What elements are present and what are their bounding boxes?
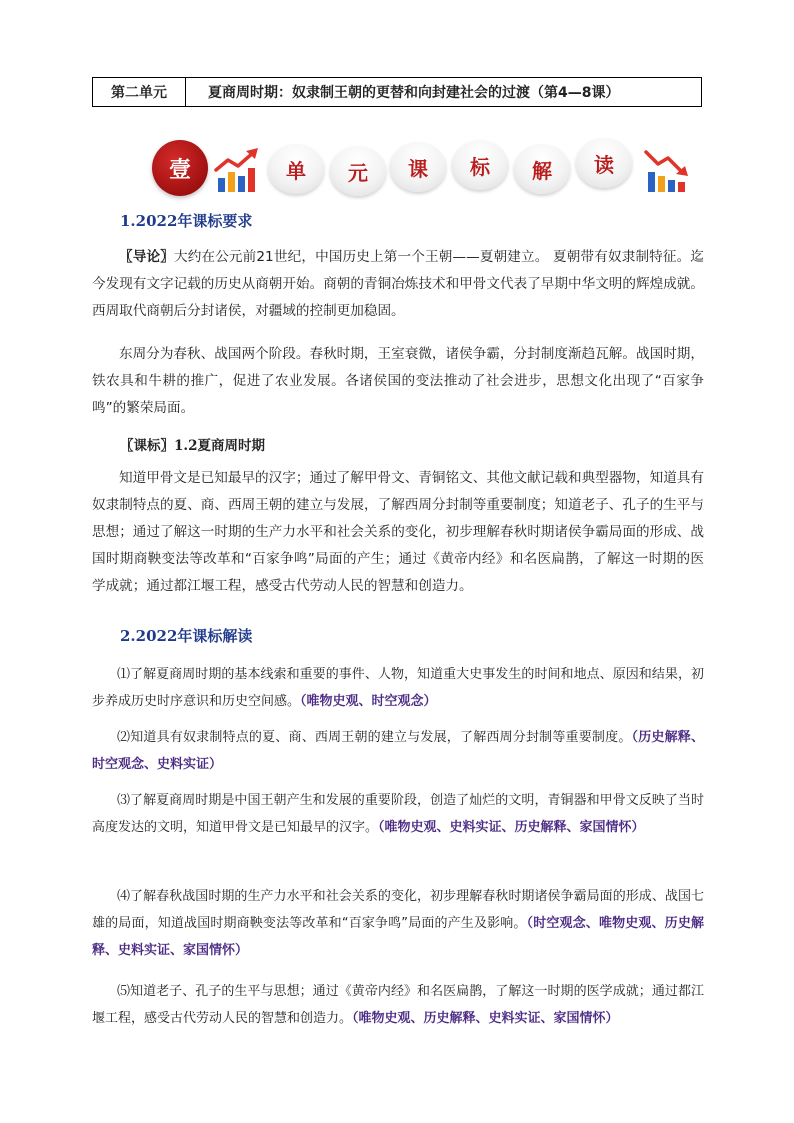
- banner-char-4: 标: [452, 140, 508, 190]
- intro-paragraph: [92, 244, 704, 325]
- intro-tag: 〖导论〗: [119, 249, 174, 265]
- interpretation-item-3: [92, 787, 704, 841]
- eastern-zhou-paragraph: 东周分为春秋、战国两个阶段。春秋时期，王室衰微，诸侯争霸，分封制度渐趋瓦解。战国时期，铁农具和牛耕的推广，促进了农业发展。各诸侯国的变法推动了社会进步，思想文化出现了“百家争鸣”的繁荣局面。: [92, 346, 704, 416]
- banner-char-6: 读: [576, 138, 632, 188]
- item-4-text: ⑷了解春秋战国时期的生产力水平和社会关系的变化，初步理解春秋时期诸侯争霸局面的形成、战国七雄的局面，知道战国时期商鞅变法等改革和“百家争鸣”局面的产生及影响。: [92, 889, 704, 931]
- banner-char-2: 元: [330, 146, 386, 196]
- banner-char-5: 解: [514, 144, 570, 194]
- interpretation-item-2: [92, 724, 704, 778]
- unit-title: 夏商周时期：奴隶制王朝的更替和向封建社会的过渡（第4—8课）: [208, 85, 620, 101]
- banner-badge: 壹: [152, 140, 208, 196]
- interpretation-item-1: [92, 661, 704, 715]
- item-1-competency: （唯物史观、时空观念）: [300, 694, 437, 709]
- unit-header-table: [92, 77, 702, 107]
- item-3-competency: （唯物史观、史料实证、历史解释、家国情怀）: [378, 820, 645, 835]
- banner-char-3: 课: [390, 142, 446, 192]
- kebiao-tag: 〖课标〗1.2夏商周时期: [120, 438, 265, 454]
- interpretation-item-5: [92, 978, 704, 1032]
- item-2-text: ⑵知道具有奴隶制特点的夏、商、西周王朝的建立与发展，了解西周分封制等重要制度。: [117, 730, 632, 745]
- intro-text: 大约在公元前21世纪，中国历史上第一个王朝——夏朝建立。 夏朝带有奴隶制特征。迄今发现有文字记载的历史从商朝开始。商朝的青铜冶炼技术和甲骨文代表了早期中华文明的辉煌成就。西周取代商朝后分封诸侯，对疆域的控制更加稳固。: [92, 249, 704, 319]
- item-1-text: ⑴了解夏商周时期的基本线索和重要的事件、人物，知道重大史事发生的时间和地点、原因和结果，初步养成历史时序意识和历史空间感。: [92, 667, 704, 709]
- item-5-text: ⑸知道老子、孔子的生平与思想；通过《黄帝内经》和名医扁鹊，了解这一时期的医学成就；通过都江堰工程，感受古代劳动人民的智慧和创造力。: [92, 984, 704, 1026]
- item-5-competency: （唯物史观、历史解释、史料实证、家国情怀）: [352, 1011, 619, 1026]
- item-3-text: ⑶了解夏商周时期是中国王朝产生和发展的重要阶段，创造了灿烂的文明，青铜器和甲骨文反映了当时高度发达的文明，知道甲骨文是已知最早的汉字。: [92, 793, 704, 835]
- banner-char-1: 单: [268, 144, 324, 194]
- section2-heading: 2.2022年课标解读: [120, 627, 253, 645]
- section1-heading: 1.2022年课标要求: [120, 212, 253, 230]
- unit-label: 第二单元: [93, 78, 186, 106]
- trend-down-chart-icon: [642, 146, 692, 196]
- interpretation-item-4: [92, 883, 704, 964]
- item-4-competency: （时空观念、唯物史观、历史解释、史料实证、家国情怀）: [92, 916, 704, 958]
- item-2-competency: （历史解释、时空观念、史料实证）: [92, 730, 704, 772]
- section-banner: [150, 138, 710, 200]
- trend-up-chart-icon: [212, 146, 262, 196]
- kebiao-paragraph: 知道甲骨文是已知最早的汉字；通过了解甲骨文、青铜铭文、其他文献记载和典型器物，知道具有奴隶制特点的夏、商、西周王朝的建立与发展，了解西周分封制等重要制度；知道老子、孔子的生平与思想；通过了解这一时期的生产力水平和社会关系的变化，初步理解春秋时期诸侯争霸局面的形成、战国时期商鞅变法等改革和“百家争鸣”局面的产生；通过《黄帝内经》和名医扁鹊，了解这一时期的医学成就；通过都江堰工程，感受古代劳动人民的智慧和创造力。: [92, 470, 704, 594]
